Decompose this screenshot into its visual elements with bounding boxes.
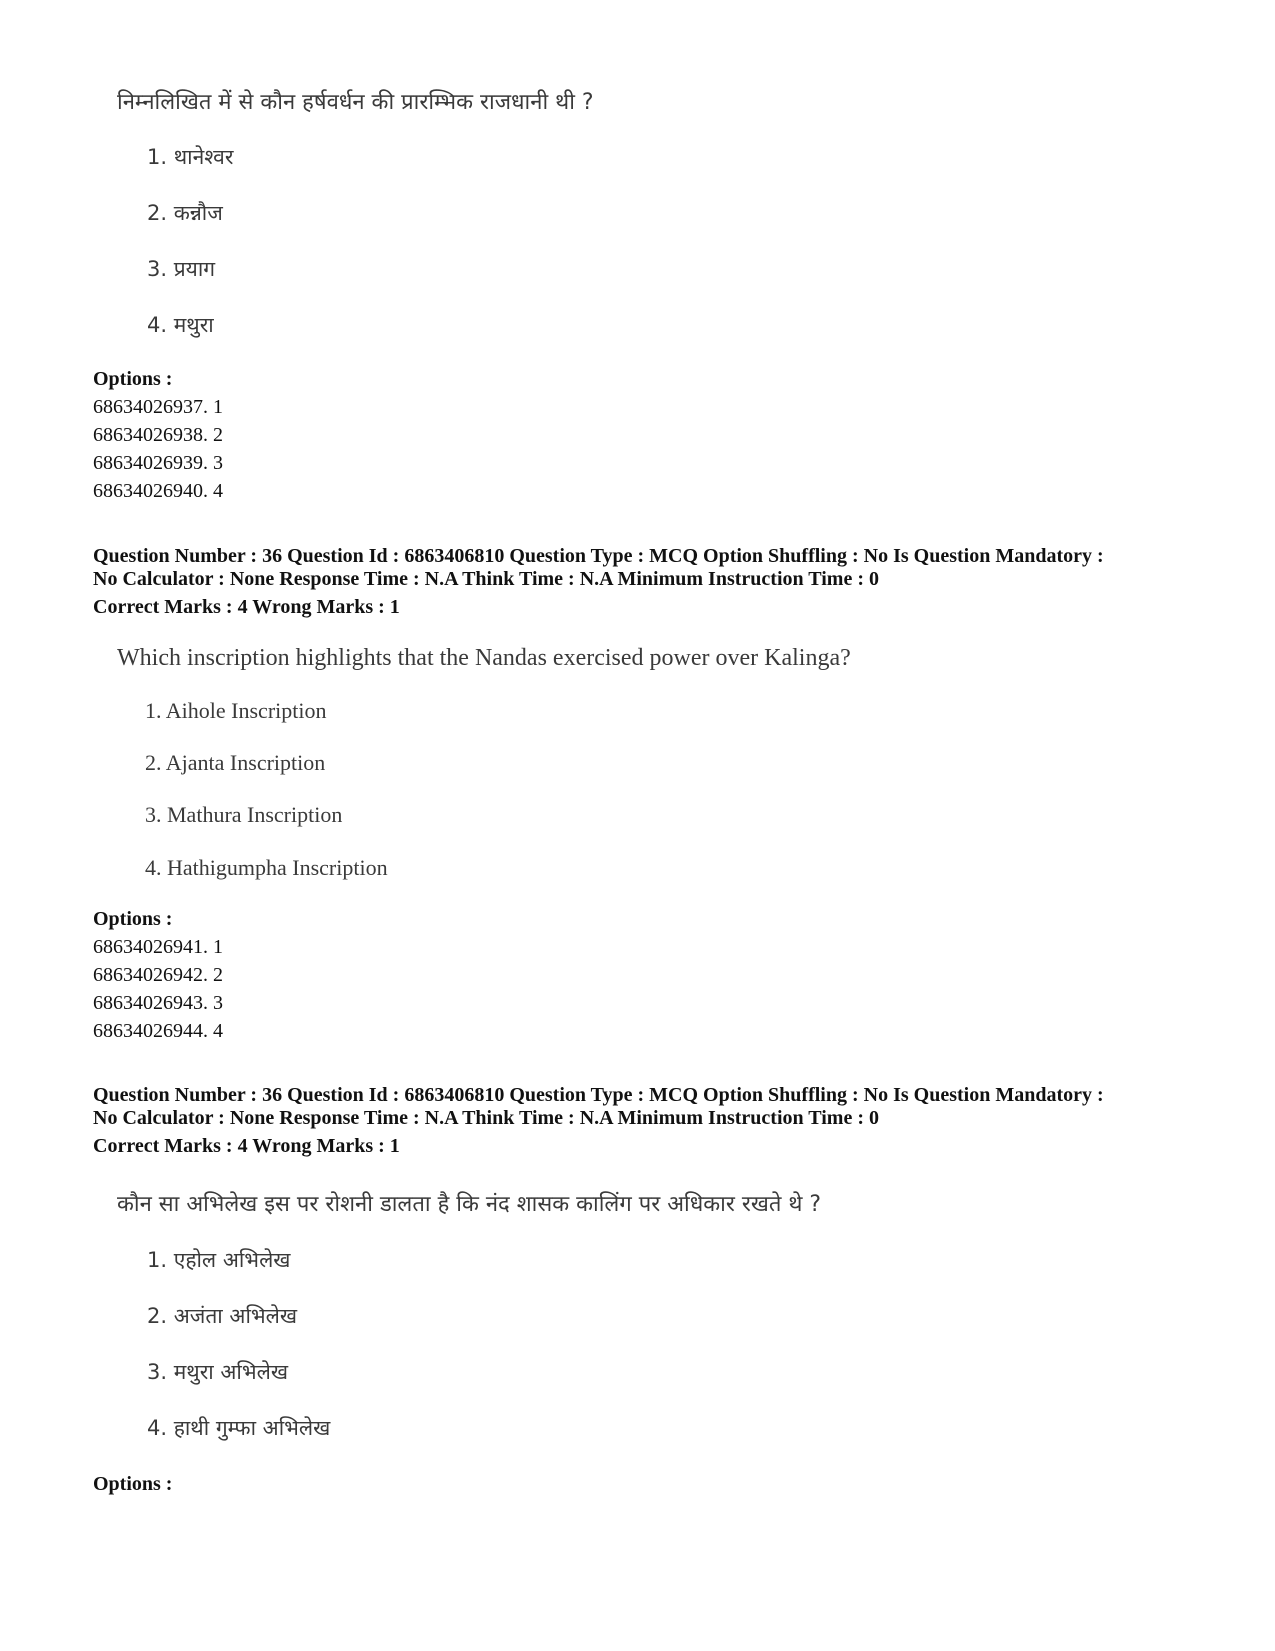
choice-3: 3. मथुरा अभिलेख <box>147 1360 289 1384</box>
question-meta-line-1: Question Number : 36 Question Id : 6863406810 Question Type : MCQ Option Shuffling : No Is Question Mandatory : <box>93 1084 1104 1106</box>
choice-4: 4. मथुरा <box>147 313 214 337</box>
choice-2: 2. अजंता अभिलेख <box>147 1304 298 1328</box>
choice-2: 2. कन्नौज <box>147 201 223 225</box>
options-heading: Options : <box>93 1473 173 1495</box>
option-line: 68634026943. 3 <box>93 992 223 1014</box>
choice-2: 2. Ajanta Inscription <box>145 750 326 775</box>
marks-line: Correct Marks : 4 Wrong Marks : 1 <box>93 1135 400 1157</box>
option-line: 68634026941. 1 <box>93 936 223 958</box>
options-heading: Options : <box>93 908 173 930</box>
question-text: कौन सा अभिलेख इस पर रोशनी डालता है कि नंद शासक कालिंग पर अधिकार रखते थे ? <box>117 1192 822 1217</box>
choice-4: 4. हाथी गुम्फा अभिलेख <box>147 1416 331 1440</box>
choice-1: 1. एहोल अभिलेख <box>147 1248 291 1272</box>
choice-1: 1. थानेश्वर <box>147 145 234 169</box>
choice-3: 3. Mathura Inscription <box>145 802 343 827</box>
options-heading: Options : <box>93 368 173 390</box>
option-line: 68634026940. 4 <box>93 480 223 502</box>
choice-3: 3. प्रयाग <box>147 257 216 281</box>
option-line: 68634026938. 2 <box>93 424 223 446</box>
option-line: 68634026944. 4 <box>93 1020 223 1042</box>
option-line: 68634026939. 3 <box>93 452 223 474</box>
option-line: 68634026937. 1 <box>93 396 223 418</box>
question-meta-line-1: Question Number : 36 Question Id : 6863406810 Question Type : MCQ Option Shuffling : No Is Question Mandatory : <box>93 545 1104 567</box>
marks-line: Correct Marks : 4 Wrong Marks : 1 <box>93 596 400 618</box>
option-line: 68634026942. 2 <box>93 964 223 986</box>
question-meta-line-2: No Calculator : None Response Time : N.A Think Time : N.A Minimum Instruction Time : 0 <box>93 1107 879 1129</box>
choice-4: 4. Hathigumpha Inscription <box>145 855 388 880</box>
question-text: निम्नलिखित में से कौन हर्षवर्धन की प्रारम्भिक राजधानी थी ? <box>117 90 594 115</box>
question-meta-line-2: No Calculator : None Response Time : N.A Think Time : N.A Minimum Instruction Time : 0 <box>93 568 879 590</box>
choice-1: 1. Aihole Inscription <box>145 698 327 723</box>
question-text: Which inscription highlights that the Nandas exercised power over Kalinga? <box>117 645 851 671</box>
